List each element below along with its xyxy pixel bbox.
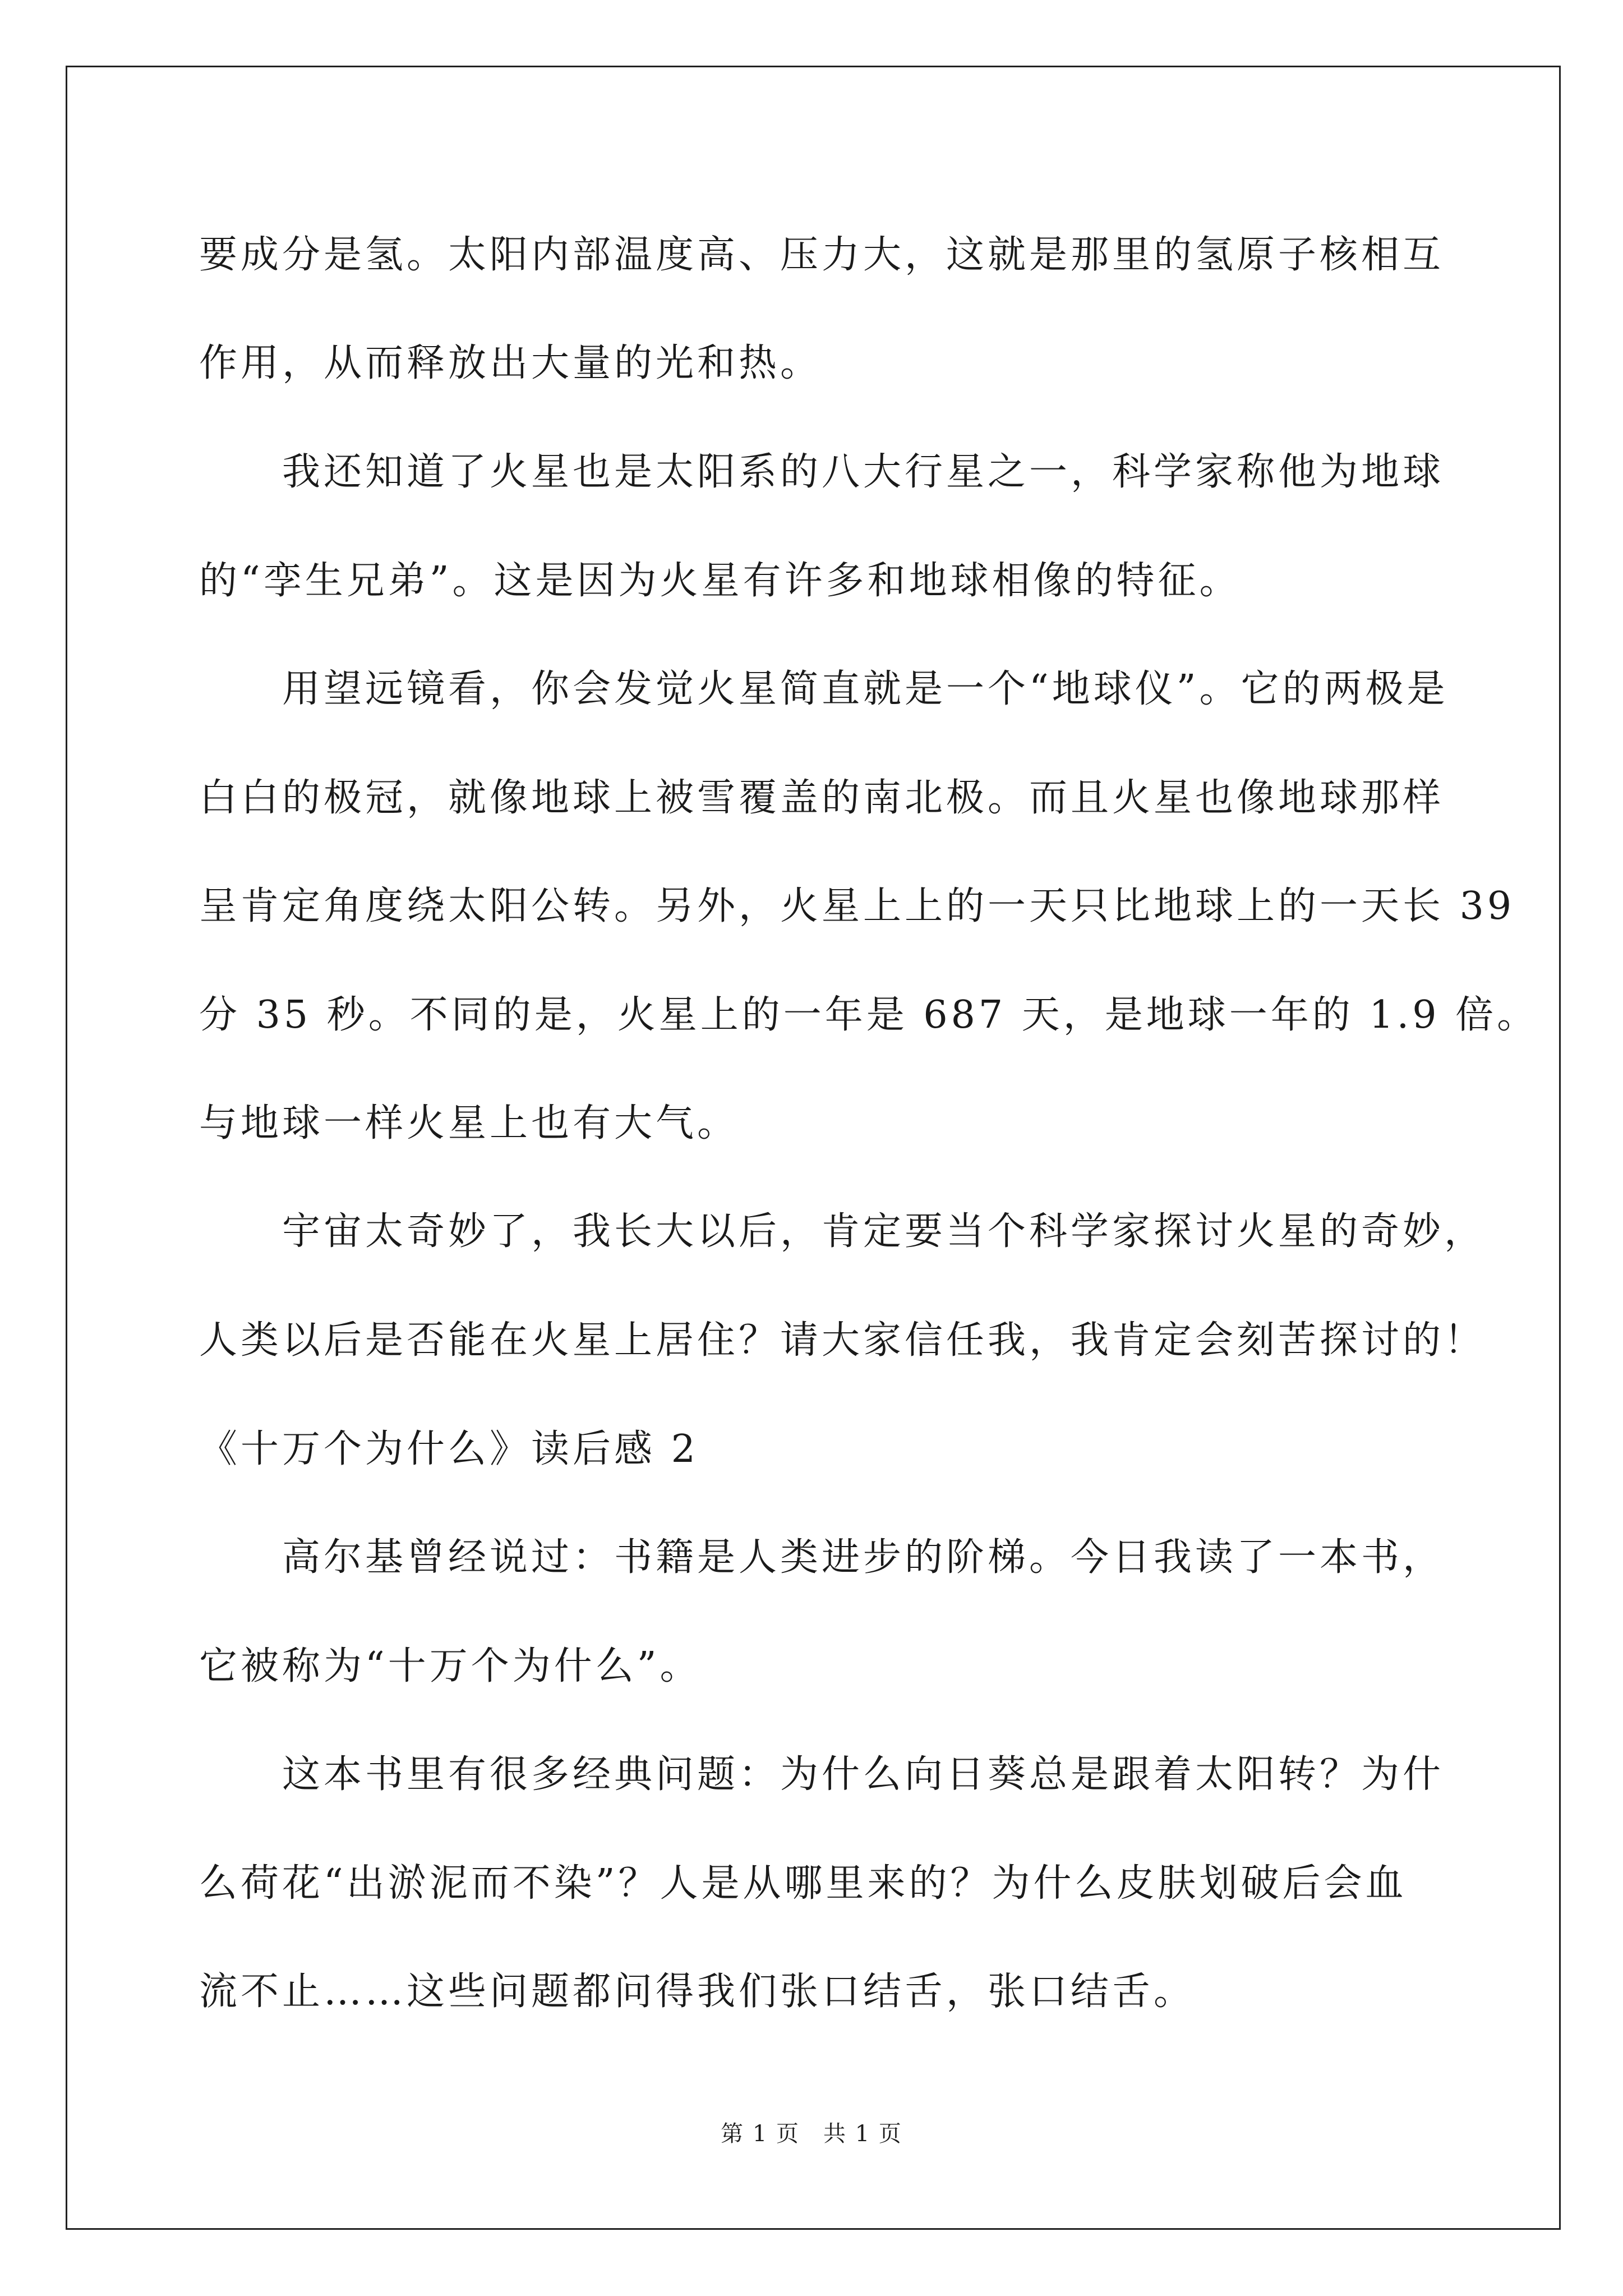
text-line: 么荷花“出淤泥而不染”？人是从哪里来的？为什么皮肤划破后会血: [199, 1861, 1407, 1906]
text-line: 分 35 秒。不同的是，火星上的一年是 687 天，是地球一年的 1.9 倍。: [199, 993, 1539, 1037]
page-number: 第 1 页 共 1 页: [721, 2121, 902, 2147]
text-line: 用望远镜看，你会发觉火星简直就是一个“地球仪”。它的两极是: [199, 667, 1449, 711]
text-line: 宇宙太奇妙了，我长大以后，肯定要当个科学家探讨火星的奇妙，: [199, 1209, 1486, 1254]
text-line: 白白的极冠，就像地球上被雪覆盖的南北极。而且火星也像地球那样: [199, 776, 1445, 820]
text-line: 人类以后是否能在火星上居住？请大家信任我，我肯定会刻苦探讨的！: [199, 1318, 1486, 1363]
text-line: 流不止……这些问题都问得我们张口结舌，张口结舌。: [199, 1970, 1196, 2014]
text-line: 的“孪生兄弟”。这是因为火星有许多和地球相像的特征。: [199, 559, 1241, 603]
text-line: 这本书里有很多经典问题：为什么向日葵总是跟着太阳转？为什: [199, 1752, 1445, 1797]
text-line: 呈肯定角度绕太阳公转。另外，火星上上的一天只比地球上的一天长 39: [199, 884, 1515, 928]
text-line: 作用，从而释放出大量的光和热。: [199, 341, 822, 385]
text-line: 与地球一样火星上也有大气。: [199, 1101, 739, 1145]
text-line: 我还知道了火星也是太阳系的八大行星之一，科学家称他为地球: [199, 450, 1445, 494]
text-line: 它被称为“十万个为什么”。: [199, 1644, 702, 1688]
text-line: 高尔基曾经说过：书籍是人类进步的阶梯。今日我读了一本书，: [199, 1535, 1445, 1580]
text-line: 要成分是氢。太阳内部温度高、压力大，这就是那里的氢原子核相互: [199, 233, 1445, 277]
section-heading: 《十万个为什么》读后感 2: [199, 1427, 699, 1471]
